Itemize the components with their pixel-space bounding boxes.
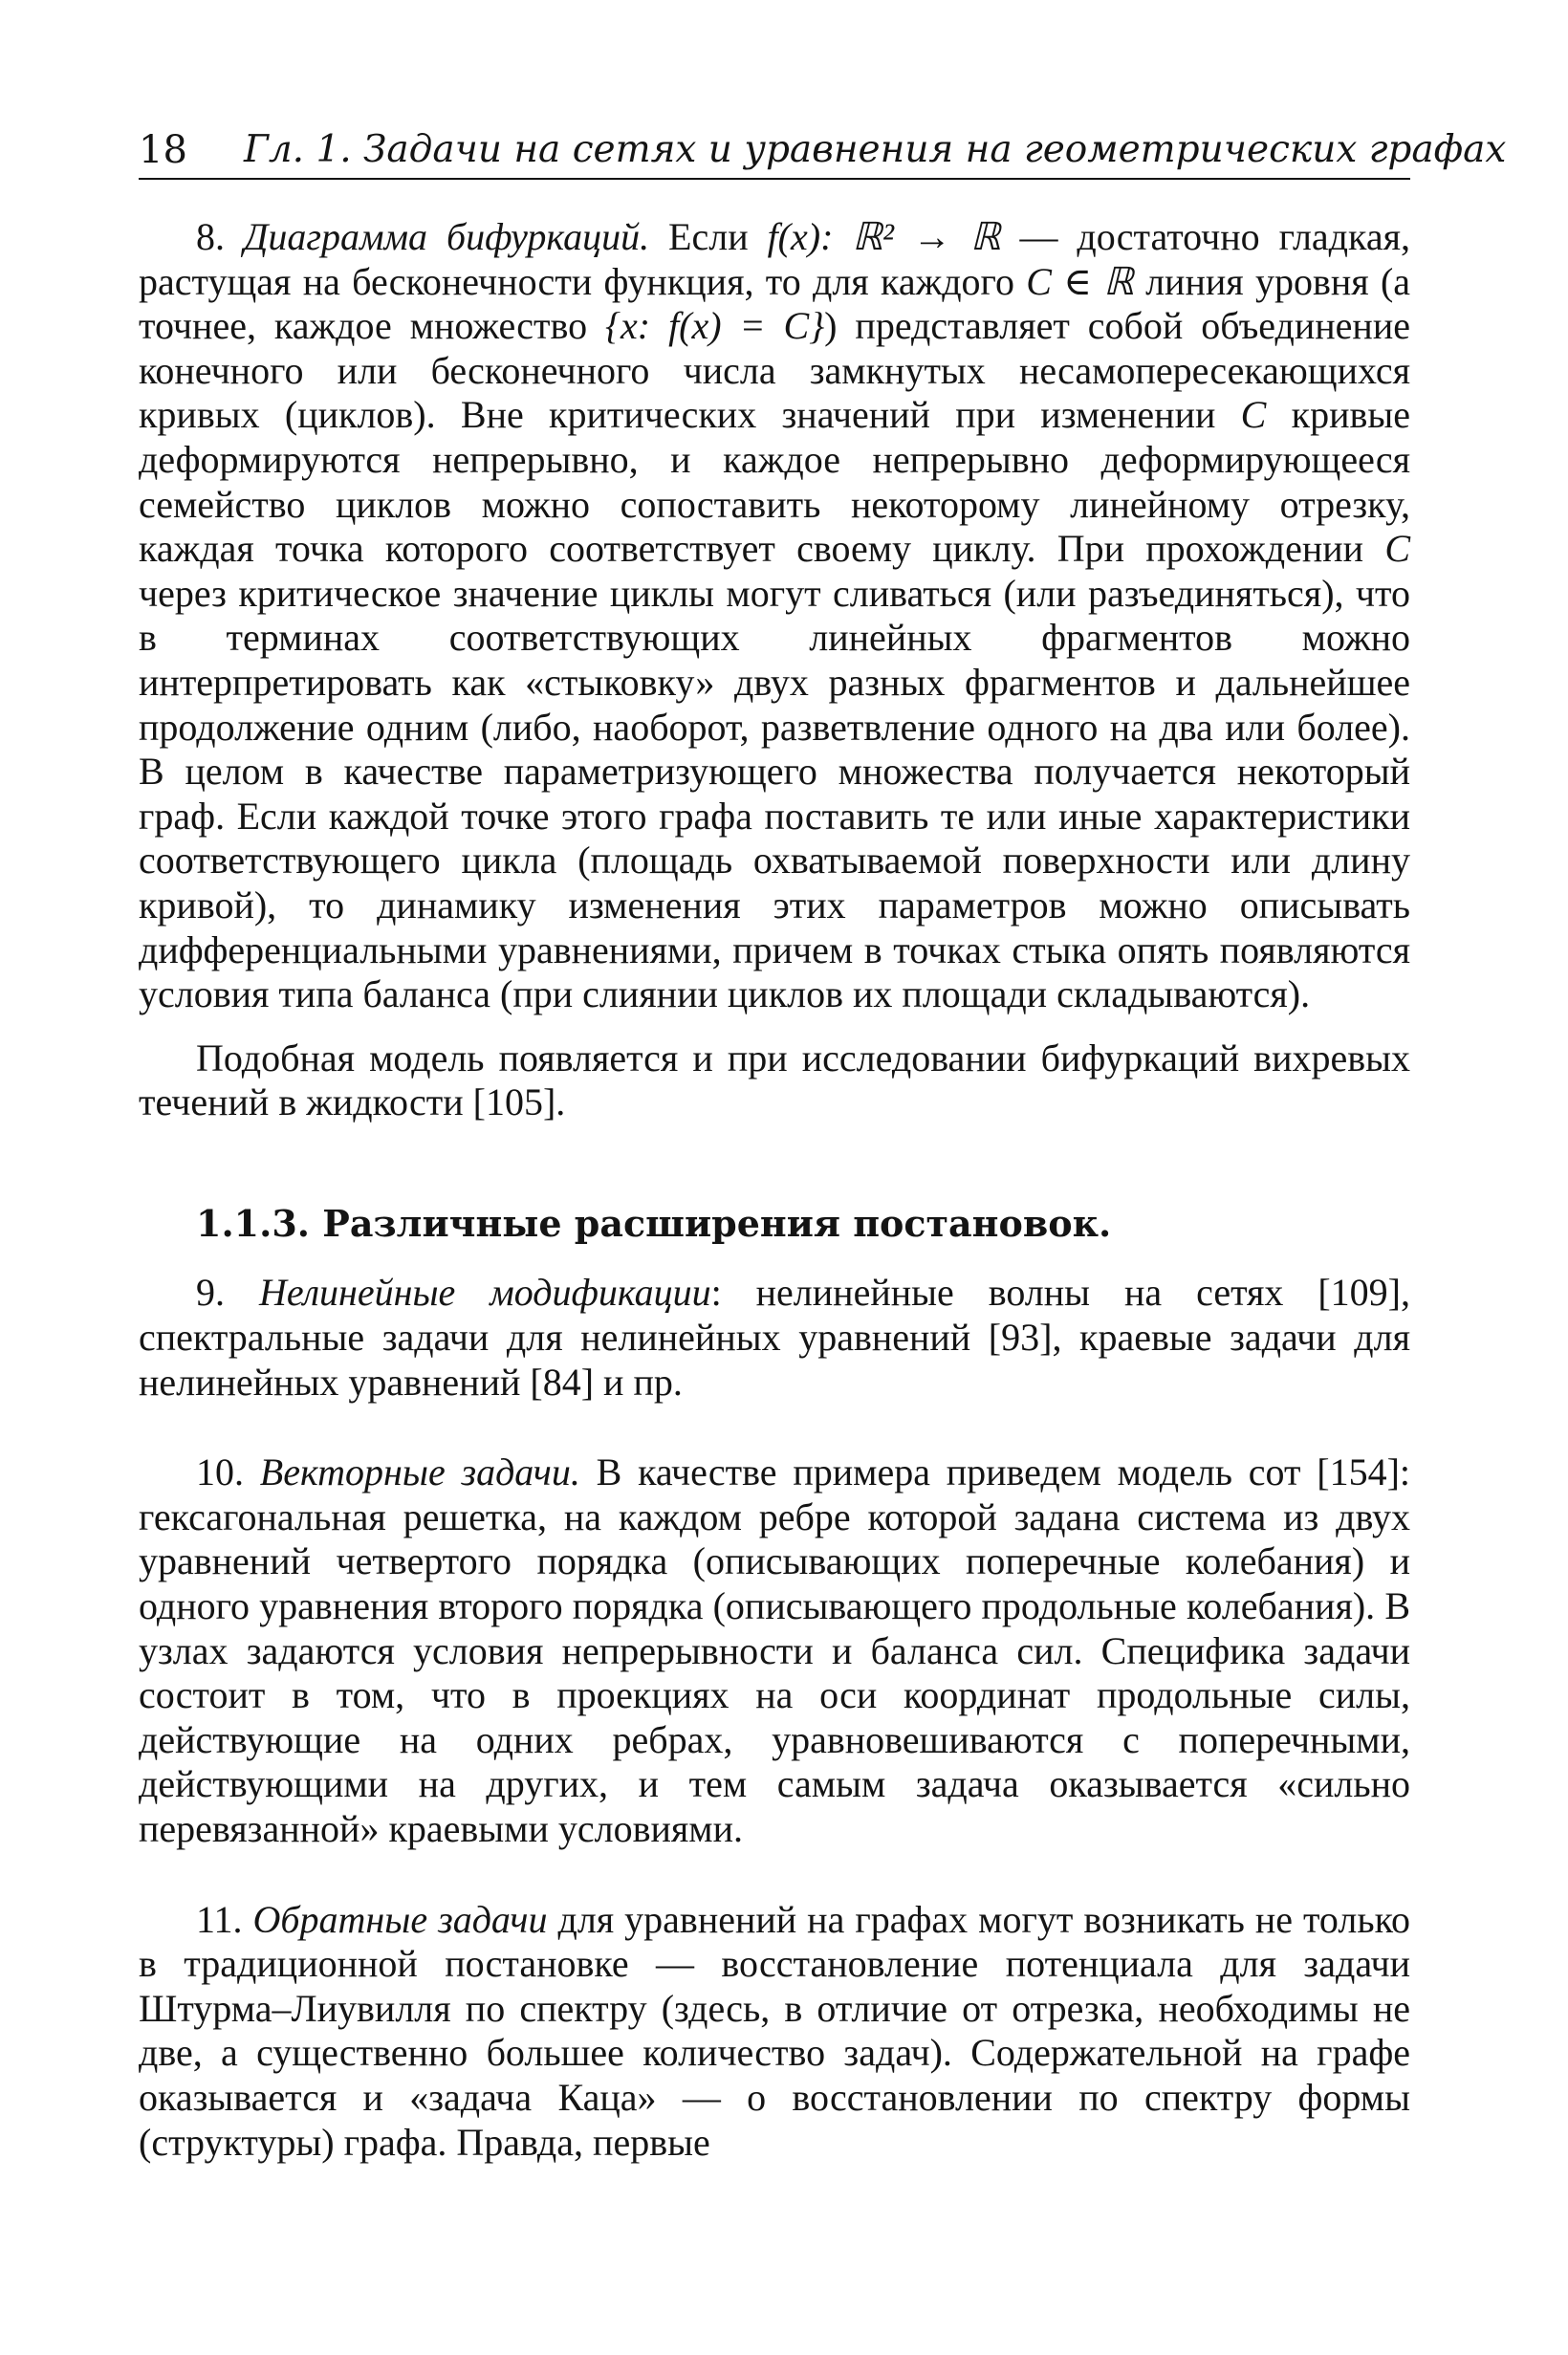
page-header [139,113,1507,180]
paragraph-text: В качестве примера приведем модель сот [154]: гексагональная решетка, на каждом ребре которой задана система из двух уравнений четвертого порядка (описывающих поперечные колебания) и одного уравнения второго порядка (описывающего продольные колебания). В узлах задаются условия непрерывности и баланса сил. Специфика задачи состоит в том, что в проекциях на оси координат продольные силы, действующие на одних ребрах, уравновешиваются с поперечными, действующими на других, и тем самым задача оказывается «сильно перевязанной» краевыми условиями. [139,1450,1411,1850]
paragraph-10 [139,1450,1410,1851]
paragraph-text: через критическое значение циклы могут сливаться (или разъединяться), что в терминах соответствующих линейных фрагментов можно интерпретировать как «стыковку» двух разных фрагментов и дальнейшее продолжение одним (либо, наоборот, разветвление одного на два или более). В целом в качестве параметризующего множества получается некоторый граф. Если каждой точке этого графа поставить те или иные характеристики соответствующего цикла (площадь охватываемой поверхности или длину кривой), то динамику изменения этих параметров можно описывать дифференциальными уравнениями, причем в точках стыка опять появляются условия типа баланса (при слиянии циклов их площади складываются). [139,571,1410,1016]
formula: C [1240,393,1267,437]
paragraph-8 [139,215,1410,1017]
body-text [139,215,1410,2165]
item-title: Векторные задачи. [259,1450,580,1494]
item-number: 8. [196,215,225,258]
spacer [139,1405,1410,1450]
paragraph-text: для уравнений на графах могут возникать не только в традиционной постановке — восстановление потенциала для задачи Штурма–Лиувилля по спектру (здесь, в отличие от отрезка, необходимы не две, а существенно большее количество задач). Содержательной на графе оказывается и «задача Каца» — о восстановлении по спектру формы (структуры) графа. Правда, первые [139,1897,1411,2164]
formula: f(x): ℝ² → ℝ [767,215,1001,258]
item-number: 11. [196,1897,243,1941]
spacer [139,1246,1410,1271]
formula: C ∈ ℝ [1026,259,1134,303]
paragraph-text: : нелинейные волны на сетях [109], спектральные задачи для нелинейных уравнений [93], краевые задачи для нелинейных уравнений [84] и пр. [139,1271,1410,1404]
formula: {x: f(x) = C} [605,304,825,348]
spacer [139,1852,1410,1898]
paragraph-text: кривые деформируются непрерывно, и каждое непрерывно деформирующееся семейство циклов можно сопоставить некоторому линейному отрезку, каждая точка которого соответствует своему циклу. При прохождении [139,393,1410,571]
spacer [139,1125,1410,1202]
paragraph-9 [139,1271,1410,1405]
paragraph-text: — достаточно гладкая, растущая на бесконечности функция, то для каждого [139,215,1411,303]
running-title: Гл. 1. Задачи на сетях и уравнения на геометрических графах [244,128,1507,171]
item-number: 9. [196,1271,225,1315]
paragraph-11 [139,1898,1410,2166]
paragraph-text: Если [649,215,768,258]
paragraph-text: ) представляет собой объединение конечного или бесконечного числа замкнутых несамопересекающихся кривых (циклов). Вне критических значений при изменении [139,304,1411,437]
item-title: Нелинейные модификации [258,1271,711,1315]
formula: C [1384,527,1410,571]
paragraph-text: линия уровня (а точнее, каждое множество [139,259,1411,348]
item-number: 10. [196,1450,244,1494]
item-title: Диаграмма бифуркаций. [243,215,650,258]
spacer [139,1017,1410,1036]
item-title: Обратные задачи [252,1897,548,1941]
page-number: 18 [139,128,187,172]
section-heading: 1.1.3. Различные расширения постановок. [196,1201,1112,1245]
paragraph-8-continued: Подобная модель появляется и при исследовании бифуркаций вихревых течений в жидкости [105]. [139,1036,1410,1124]
